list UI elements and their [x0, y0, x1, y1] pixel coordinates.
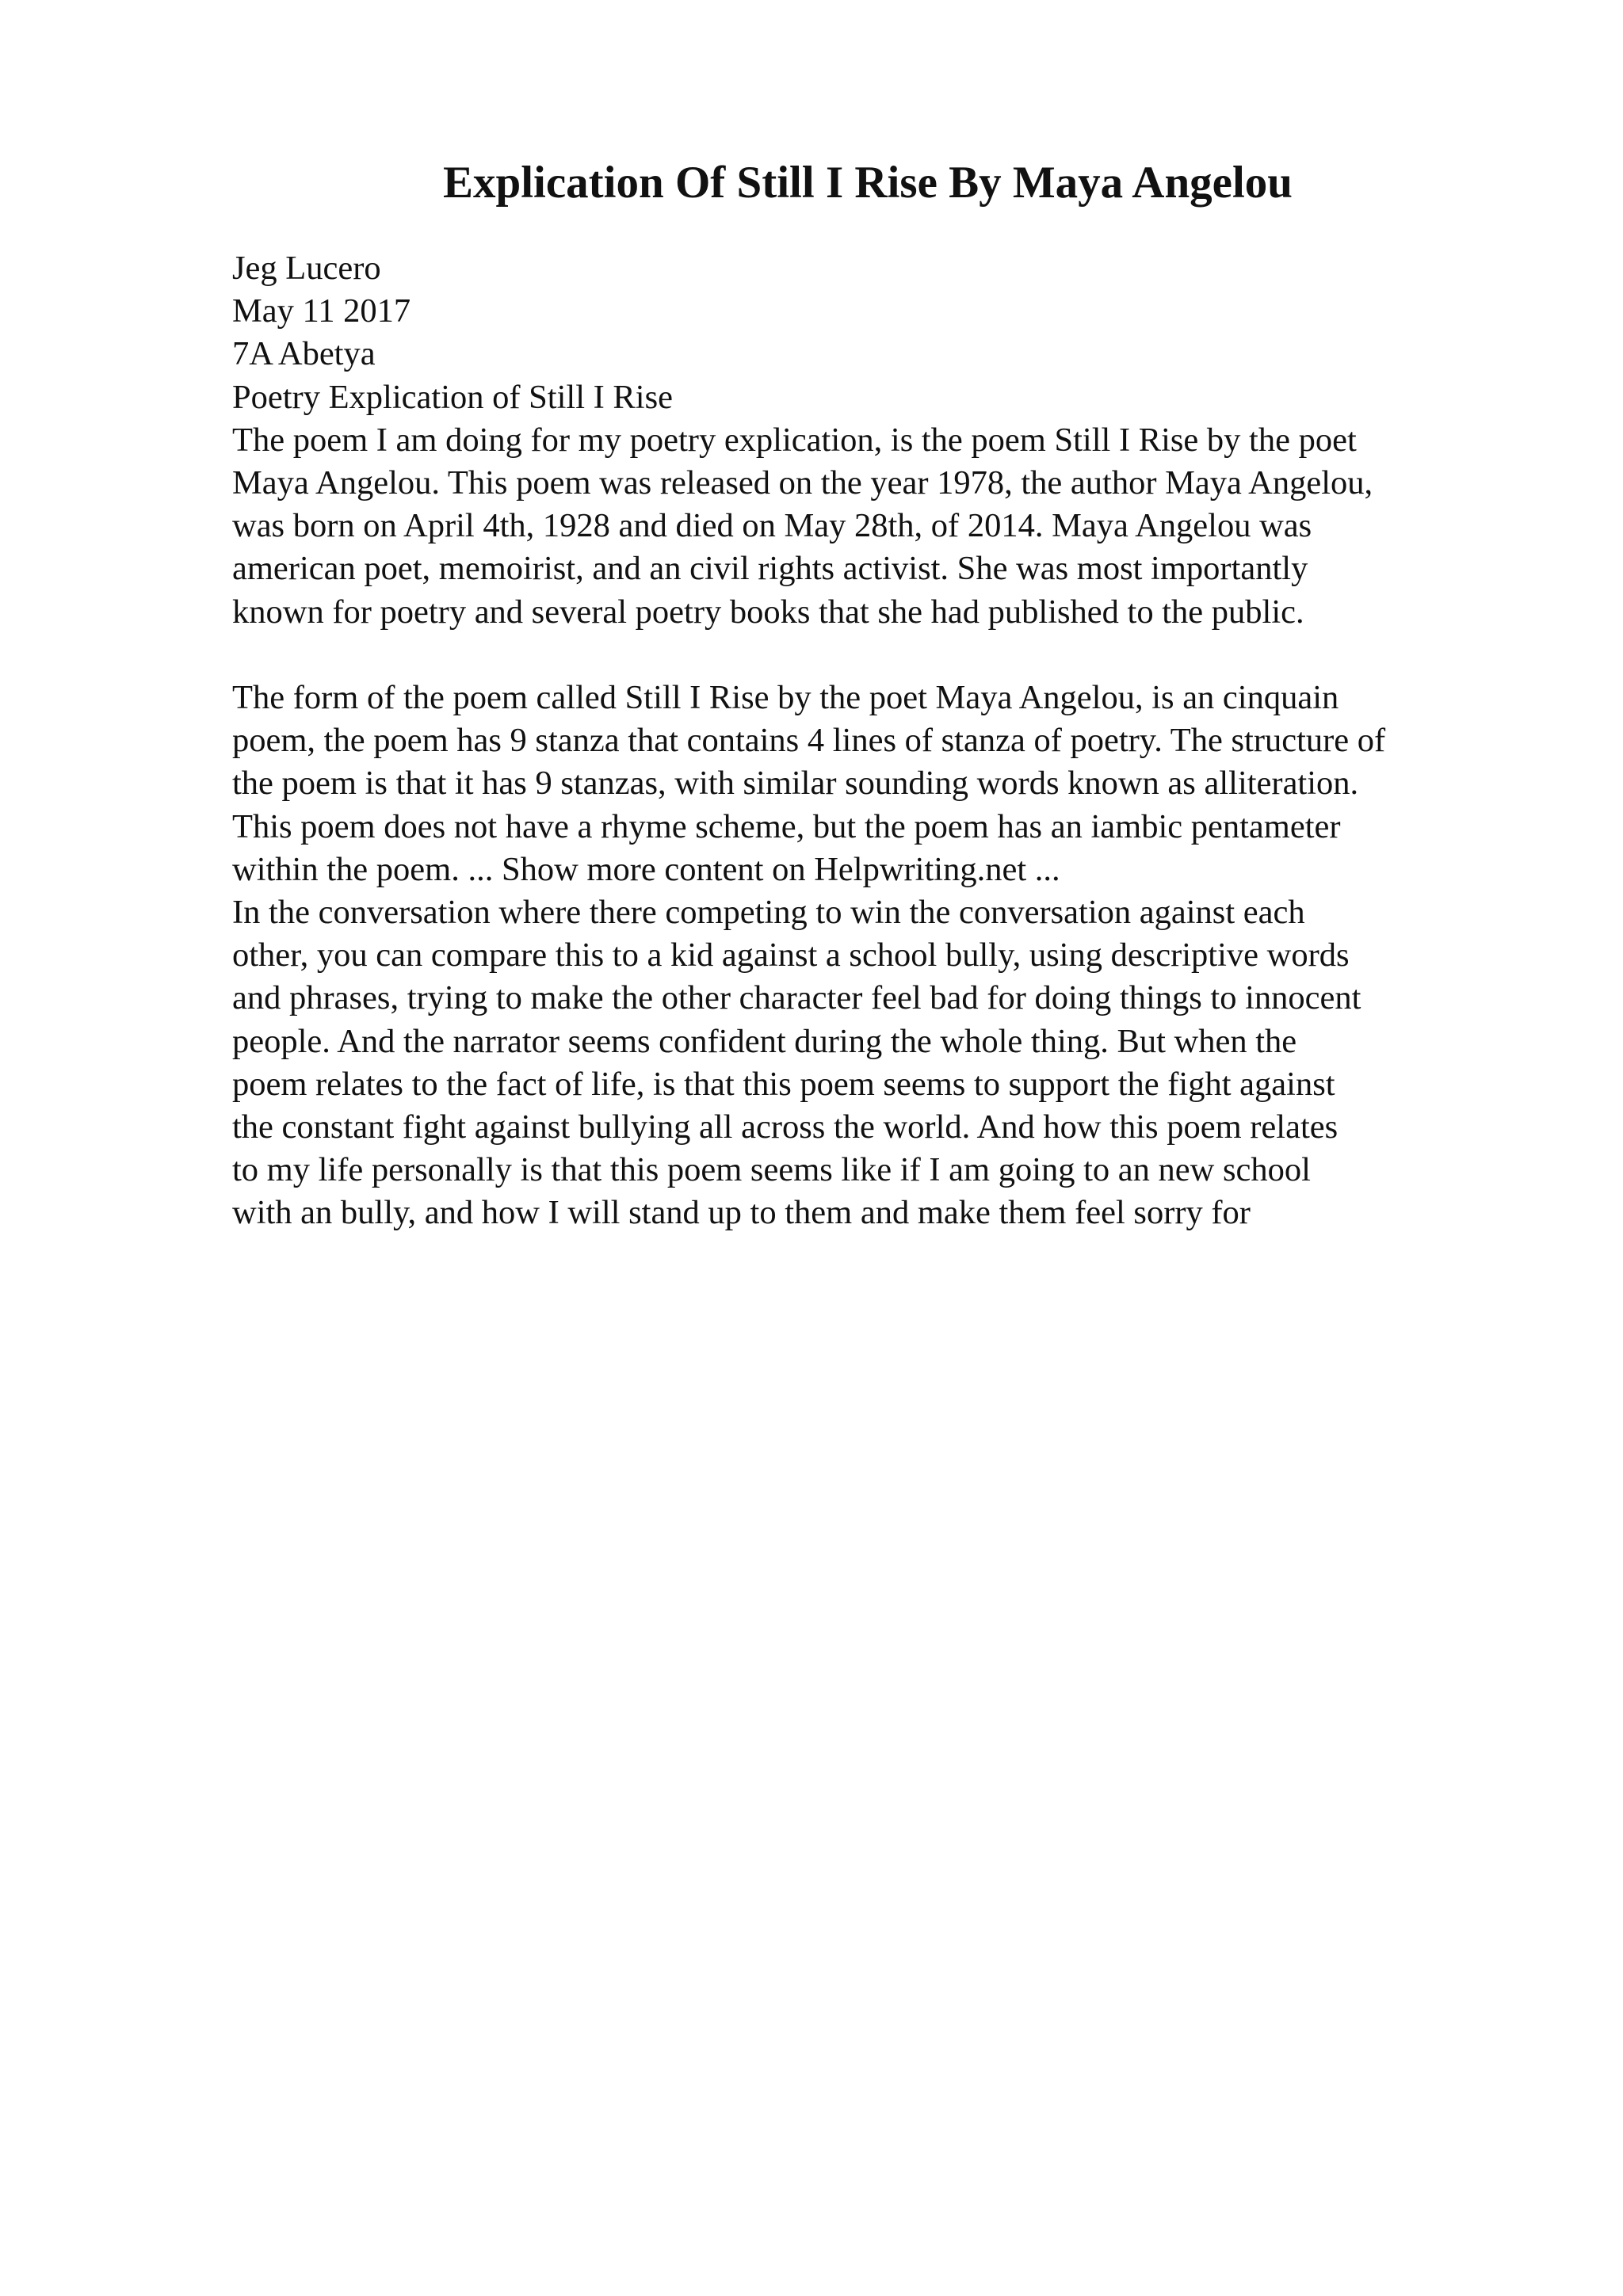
paragraph-1-line: american poet, memoirist, and an civil rights activist. She was most importantly [232, 550, 1308, 588]
paragraph-1-line: was born on April 4th, 1928 and died on May 28th, of 2014. Maya Angelou was [232, 507, 1312, 545]
paragraph-1-line: The poem I am doing for my poetry explication, is the poem Still I Rise by the poet [232, 421, 1357, 459]
paragraph-2-line: the poem is that it has 9 stanzas, with similar sounding words known as alliteration. [232, 765, 1359, 803]
paragraph-3-line: In the conversation where there competing to win the conversation against each [232, 894, 1305, 932]
paragraph-2-line: This poem does not have a rhyme scheme, but the poem has an iambic pentameter [232, 807, 1341, 845]
paragraph-3-line: with an bully, and how I will stand up to them and make them feel sorry for [232, 1194, 1251, 1232]
document-body [232, 247, 1516, 1235]
paragraph-2-line: within the poem. ... Show more content on Helpwriting.net ... [232, 850, 1060, 888]
paragraph-gap [232, 634, 1516, 677]
paragraph-1-line: known for poetry and several poetry books that she had published to the public. [232, 593, 1304, 631]
paragraph-3-line: the constant fight against bullying all across the world. And how this poem relates [232, 1108, 1338, 1146]
class-section: 7A Abetya [232, 335, 376, 373]
assignment-title: Poetry Explication of Still I Rise [232, 378, 673, 416]
paragraph-2-line: poem, the poem has 9 stanza that contains 4 lines of stanza of poetry. The structure of [232, 722, 1386, 760]
paragraph-3-line: poem relates to the fact of life, is that this poem seems to support the fight against [232, 1065, 1335, 1103]
paragraph-3-line: people. And the narrator seems confident during the whole thing. But when the [232, 1022, 1297, 1060]
paragraph-3-line: and phrases, trying to make the other character feel bad for doing things to innocent [232, 979, 1361, 1017]
document-title: Explication Of Still I Rise By Maya Angelou [442, 158, 1293, 208]
paragraph-3-line: other, you can compare this to a kid against a school bully, using descriptive words [232, 936, 1350, 974]
paragraph-3-line: to my life personally is that this poem seems like if I am going to an new school [232, 1151, 1311, 1189]
paragraph-1-line: Maya Angelou. This poem was released on the year 1978, the author Maya Angelou, [232, 464, 1373, 502]
author-name: Jeg Lucero [232, 250, 381, 287]
paragraph-2-line: The form of the poem called Still I Rise by the poet Maya Angelou, is an cinquain [232, 679, 1339, 717]
document-date: May 11 2017 [232, 292, 411, 330]
